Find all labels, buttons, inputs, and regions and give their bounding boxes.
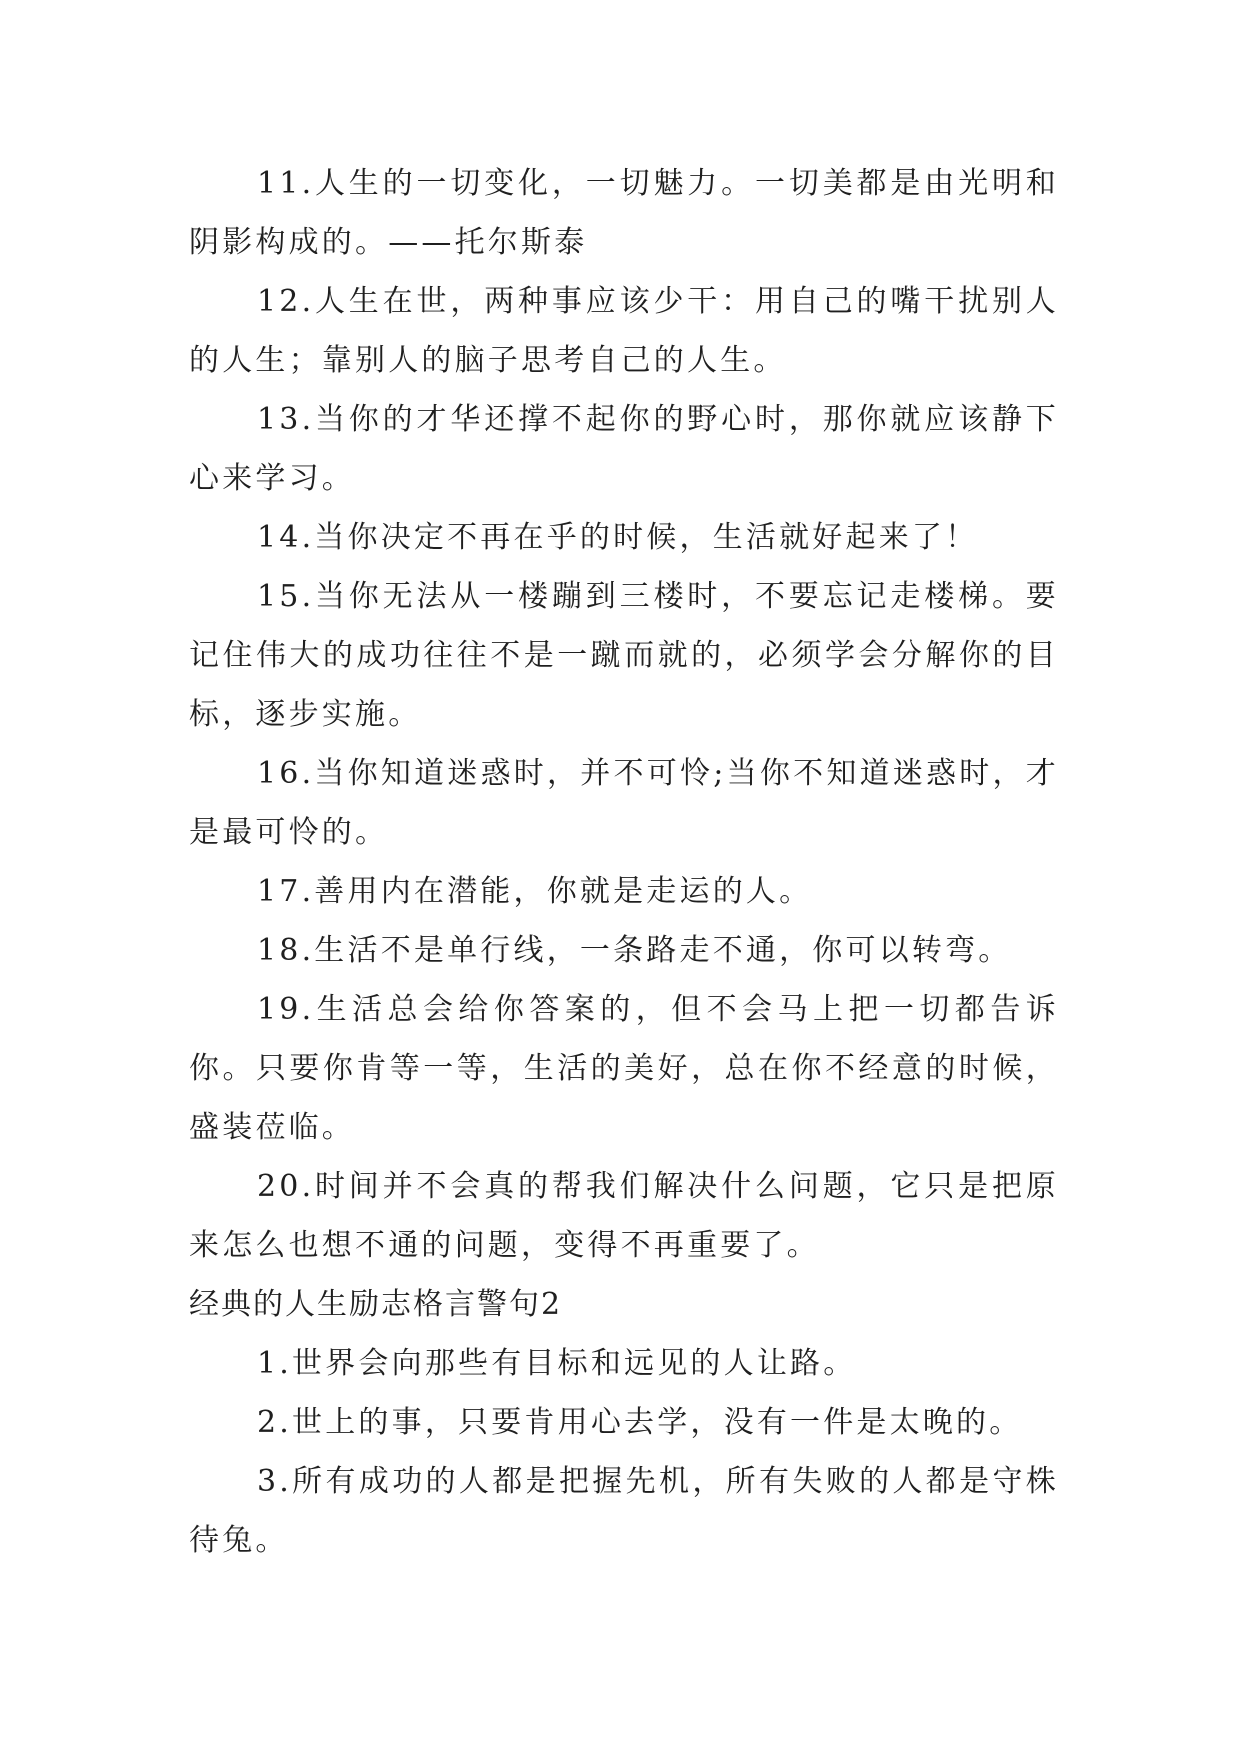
quote-item-18: 18.生活不是单行线，一条路走不通，你可以转弯。: [257, 933, 1012, 968]
quote-item-s2-1: 1.世界会向那些有目标和远见的人让路。: [257, 1346, 857, 1381]
quote-item-s2-3: 3.所有成功的人都是把握先机，所有失败的人都是守株待兔。: [189, 1464, 1059, 1558]
quote-item-11: 11.人生的一切变化，一切魅力。一切美都是由光明和阴影构成的。——托尔斯泰: [189, 166, 1059, 260]
quote-item-15: 15.当你无法从一楼蹦到三楼时，不要忘记走楼梯。要记住伟大的成功往往不是一蹴而就的，必须学会分解你的目标，逐步实施。: [189, 579, 1059, 732]
quote-item-s2-2: 2.世上的事，只要肯用心去学，没有一件是太晚的。: [257, 1405, 1023, 1440]
quote-item-13: 13.当你的才华还撑不起你的野心时，那你就应该静下心来学习。: [189, 402, 1059, 496]
quote-item-19: 19.生活总会给你答案的，但不会马上把一切都告诉你。只要你肯等一等，生活的美好，总在你不经意的时候，盛装莅临。: [189, 992, 1059, 1145]
document-body: [189, 154, 1059, 1570]
section-heading: 经典的人生励志格言警句2: [189, 1287, 563, 1322]
quote-item-12: 12.人生在世，两种事应该少干：用自己的嘴干扰别人的人生；靠别人的脑子思考自己的人生。: [189, 284, 1059, 378]
quote-item-16: 16.当你知道迷惑时，并不可怜;当你不知道迷惑时，才是最可怜的。: [189, 756, 1059, 850]
quote-item-17: 17.善用内在潜能，你就是走运的人。: [257, 874, 813, 909]
quote-item-20: 20.时间并不会真的帮我们解决什么问题，它只是把原来怎么也想不通的问题，变得不再重要了。: [189, 1169, 1059, 1263]
quote-item-14: 14.当你决定不再在乎的时候，生活就好起来了！: [257, 520, 979, 555]
